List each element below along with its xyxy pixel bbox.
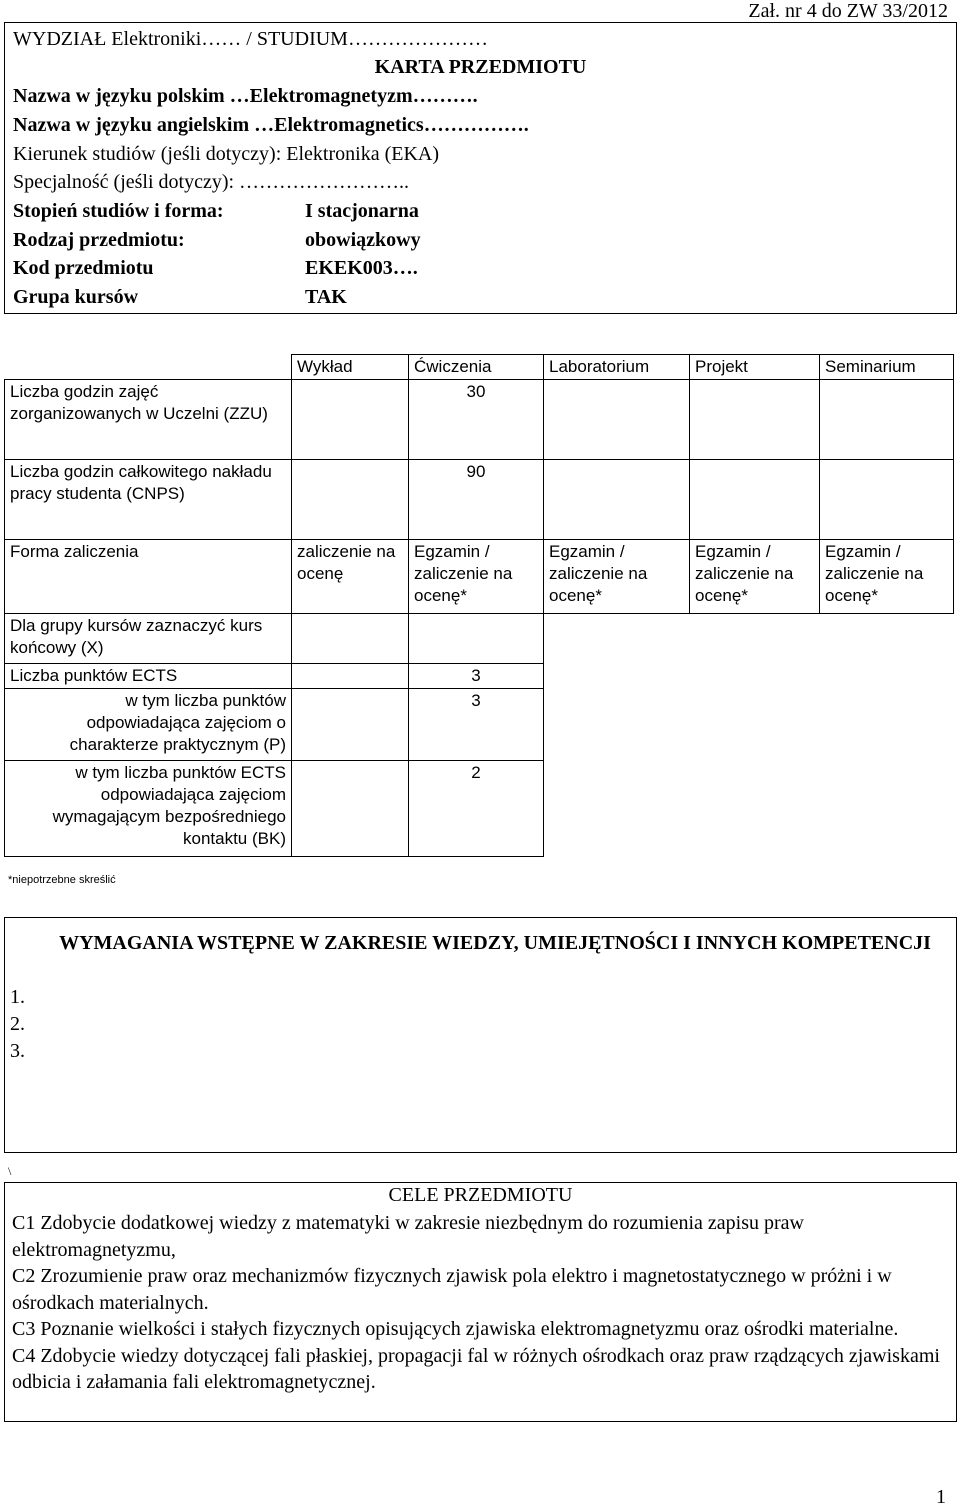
col-seminar: Seminarium [820,355,954,380]
list-item: C2 Zrozumienie praw oraz mechanizmów fizycznych zjawisk pola elektro i magnetostatycznego w próżni i w ośrodkach materialnych. [12,1265,892,1314]
zzu-label: Liczba godzin zajęć zorganizowanych w Uczelni (ZZU) [5,380,292,460]
final-exercises [409,614,544,664]
goals-list [12,1210,942,1396]
footnote: *niepotrzebne skreślić [8,874,116,886]
col-project: Projekt [690,355,820,380]
zzu-lecture [292,380,409,460]
final-lecture [292,614,409,664]
table-row [5,664,954,689]
code-label: Kod przedmiotu [13,257,154,279]
direct-contact-label: w tym liczba punktów ECTS odpowiadająca zajęciom wymagającym bezpośredniego kontaktu (BK) [5,761,292,857]
cnps-lecture [292,460,409,540]
group-label: Grupa kursów [13,286,139,308]
table-row [5,761,954,857]
code-value: EKEK003…. [305,257,418,279]
type-label: Rodzaj przedmiotu: [13,229,185,251]
practical-lecture [292,689,409,761]
form-seminar: Egzamin / zaliczenie na ocenę* [820,540,954,614]
form-lecture: zaliczenie na ocenę [292,540,409,614]
list-item: C4 Zdobycie wiedzy dotyczącej fali płaskiej, propagacji fal w różnych ośrodkach oraz praw rządzących zjawiskami odbicia i załamania fali elektromagnetycznej. [12,1344,940,1393]
list-item: 2. [10,1013,25,1035]
list-item: C1 Zdobycie dodatkowej wiedzy z matematyki w zakresie niezbędnym do rozumienia zapisu praw elektromagnetyzmu, [12,1212,804,1261]
ects-exercises: 3 [409,664,544,689]
course-header-box [4,22,957,314]
ects-label: Liczba punktów ECTS [5,664,292,689]
cnps-project [690,460,820,540]
list-item: 1. [10,986,25,1008]
zzu-exercises: 30 [409,380,544,460]
requirements-title: WYMAGANIA WSTĘPNE W ZAKRESIE WIEDZY, UMIEJĘTNOŚCI I INNYCH KOMPETENCJI [59,932,931,954]
list-item: 3. [10,1040,25,1062]
name-pl-line: Nazwa w języku polskim …Elektromagnetyzm………. [13,85,478,107]
ects-lecture [292,664,409,689]
name-en-line: Nazwa w języku angielskim …Elektromagnetics……………. [13,114,529,136]
group-value: TAK [305,286,347,308]
list-item: C3 Poznanie wielkości i stałych fizycznych opisujących zjawiska elektromagnetyzmu oraz ośrodki materialne. [12,1318,899,1340]
card-title: KARTA PRZEDMIOTU [374,56,587,78]
direct-contact-lecture [292,761,409,857]
zzu-laboratory [544,380,690,460]
col-exercises: Ćwiczenia [409,355,544,380]
form-exercises: Egzamin / zaliczenie na ocenę* [409,540,544,614]
table-row [5,540,954,614]
requirements-list [10,984,25,1065]
level-value: I stacjonarna [305,200,419,222]
goals-box [4,1182,957,1422]
stray-backslash: \ [8,1164,12,1178]
table-row [5,460,954,540]
attachment-reference: Zał. nr 4 do ZW 33/2012 [748,0,948,22]
specialization-line: Specjalność (jeśli dotyczy): …………………….. [13,171,410,193]
goals-title: CELE PRZEDMIOTU [388,1184,573,1206]
field-text: Kierunek studiów (jeśli dotyczy): Elektronika (EKA) [13,143,439,165]
cnps-exercises: 90 [409,460,544,540]
form-project: Egzamin / zaliczenie na ocenę* [690,540,820,614]
table-header-row [5,355,954,380]
level-label: Stopień studiów i forma: [13,200,224,222]
final-course-label: Dla grupy kursów zaznaczyć kurs końcowy (X) [5,614,292,664]
cnps-laboratory [544,460,690,540]
zzu-project [690,380,820,460]
cnps-label: Liczba godzin całkowitego nakładu pracy studenta (CNPS) [5,460,292,540]
type-value: obowiązkowy [305,229,421,251]
practical-label: w tym liczba punktów odpowiadająca zajęciom o charakterze praktycznym (P) [5,689,292,761]
table-row [5,614,954,664]
faculty-line: WYDZIAŁ Elektroniki…… / STUDIUM………………… [13,28,488,50]
col-laboratory: Laboratorium [544,355,690,380]
table-row [5,689,954,761]
table-row [5,380,954,460]
col-lecture: Wykład [292,355,409,380]
hours-table [4,354,954,857]
cnps-seminar [820,460,954,540]
form-label: Forma zaliczenia [5,540,292,614]
direct-contact-exercises: 2 [409,761,544,857]
page-number: 1 [936,1486,946,1508]
form-laboratory: Egzamin / zaliczenie na ocenę* [544,540,690,614]
field-line [13,143,439,166]
practical-exercises: 3 [409,689,544,761]
zzu-seminar [820,380,954,460]
requirements-box [4,917,957,1153]
